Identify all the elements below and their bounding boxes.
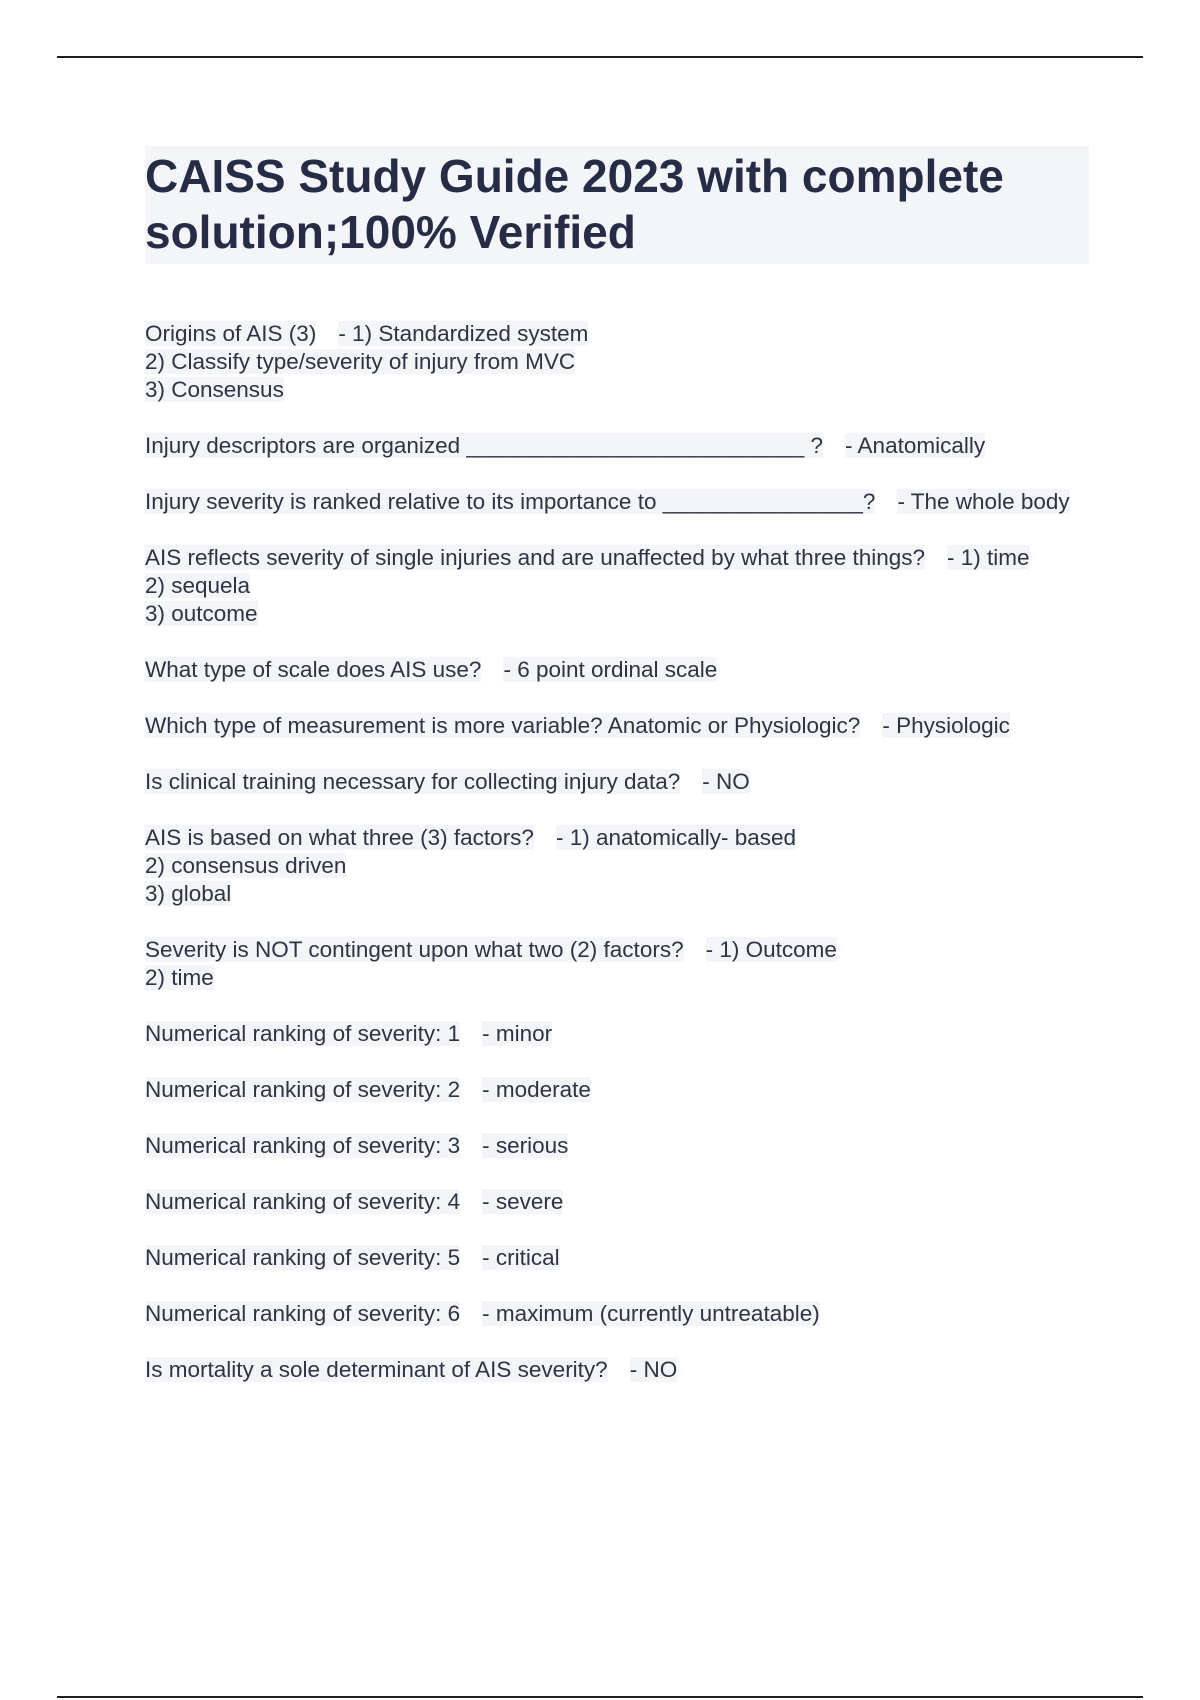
question-text: Injury severity is ranked relative to its importance to ________________? [145, 489, 876, 514]
answer-text: - Physiologic [882, 713, 1010, 738]
answer-text: - Anatomically [845, 433, 986, 458]
qa-item [145, 488, 1089, 516]
question-text: Numerical ranking of severity: 6 [145, 1301, 461, 1326]
answer-text: - 1) Outcome 2) time [145, 937, 837, 990]
answer-text: - serious [482, 1133, 569, 1158]
answer-text: - moderate [482, 1077, 591, 1102]
answer-text: - minor [482, 1021, 553, 1046]
qa-item [145, 1300, 1089, 1328]
qa-item [145, 1356, 1089, 1384]
answer-text: - 1) anatomically- based 2) consensus driven 3) global [145, 825, 797, 906]
answer-text: - critical [482, 1245, 560, 1270]
answer-text: - 1) time 2) sequela 3) outcome [145, 545, 1030, 626]
question-text: AIS reflects severity of single injuries and are unaffected by what three things? [145, 545, 926, 570]
qa-item [145, 712, 1089, 740]
qa-item [145, 432, 1089, 460]
question-text: Numerical ranking of severity: 1 [145, 1021, 461, 1046]
answer-text: - NO [629, 1357, 678, 1382]
qa-item [145, 1244, 1089, 1272]
answer-text: - maximum (currently untreatable) [482, 1301, 820, 1326]
question-text: Numerical ranking of severity: 4 [145, 1189, 461, 1214]
answer-text: - 1) Standardized system 2) Classify type/severity of injury from MVC 3) Consensus [145, 321, 589, 402]
answer-text: - 6 point ordinal scale [503, 657, 718, 682]
top-rule [57, 56, 1143, 58]
qa-item [145, 1076, 1089, 1104]
qa-item [145, 656, 1089, 684]
qa-item [145, 768, 1089, 796]
qa-item [145, 544, 1089, 628]
qa-item [145, 936, 1089, 992]
qa-item [145, 1132, 1089, 1160]
qa-item [145, 320, 1089, 404]
question-text: Numerical ranking of severity: 2 [145, 1077, 461, 1102]
question-text: What type of scale does AIS use? [145, 657, 482, 682]
answer-text: - The whole body [897, 489, 1070, 514]
qa-item [145, 1188, 1089, 1216]
answer-text: - severe [482, 1189, 564, 1214]
qa-list [145, 320, 1089, 1384]
bottom-rule [57, 1696, 1143, 1698]
question-text: Is clinical training necessary for collecting injury data? [145, 769, 681, 794]
question-text: Is mortality a sole determinant of AIS severity? [145, 1357, 608, 1382]
question-text: Severity is NOT contingent upon what two (2) factors? [145, 937, 684, 962]
document-body [145, 146, 1089, 1412]
question-text: Numerical ranking of severity: 5 [145, 1245, 461, 1270]
question-text: Injury descriptors are organized ___________________________ ? [145, 433, 824, 458]
document-title: CAISS Study Guide 2023 with complete solution;100% Verified [145, 146, 1089, 264]
qa-item [145, 1020, 1089, 1048]
qa-item [145, 824, 1089, 908]
question-text: Origins of AIS (3) [145, 321, 317, 346]
answer-text: - NO [702, 769, 750, 794]
question-text: Numerical ranking of severity: 3 [145, 1133, 461, 1158]
question-text: AIS is based on what three (3) factors? [145, 825, 534, 850]
question-text: Which type of measurement is more variable? Anatomic or Physiologic? [145, 713, 861, 738]
